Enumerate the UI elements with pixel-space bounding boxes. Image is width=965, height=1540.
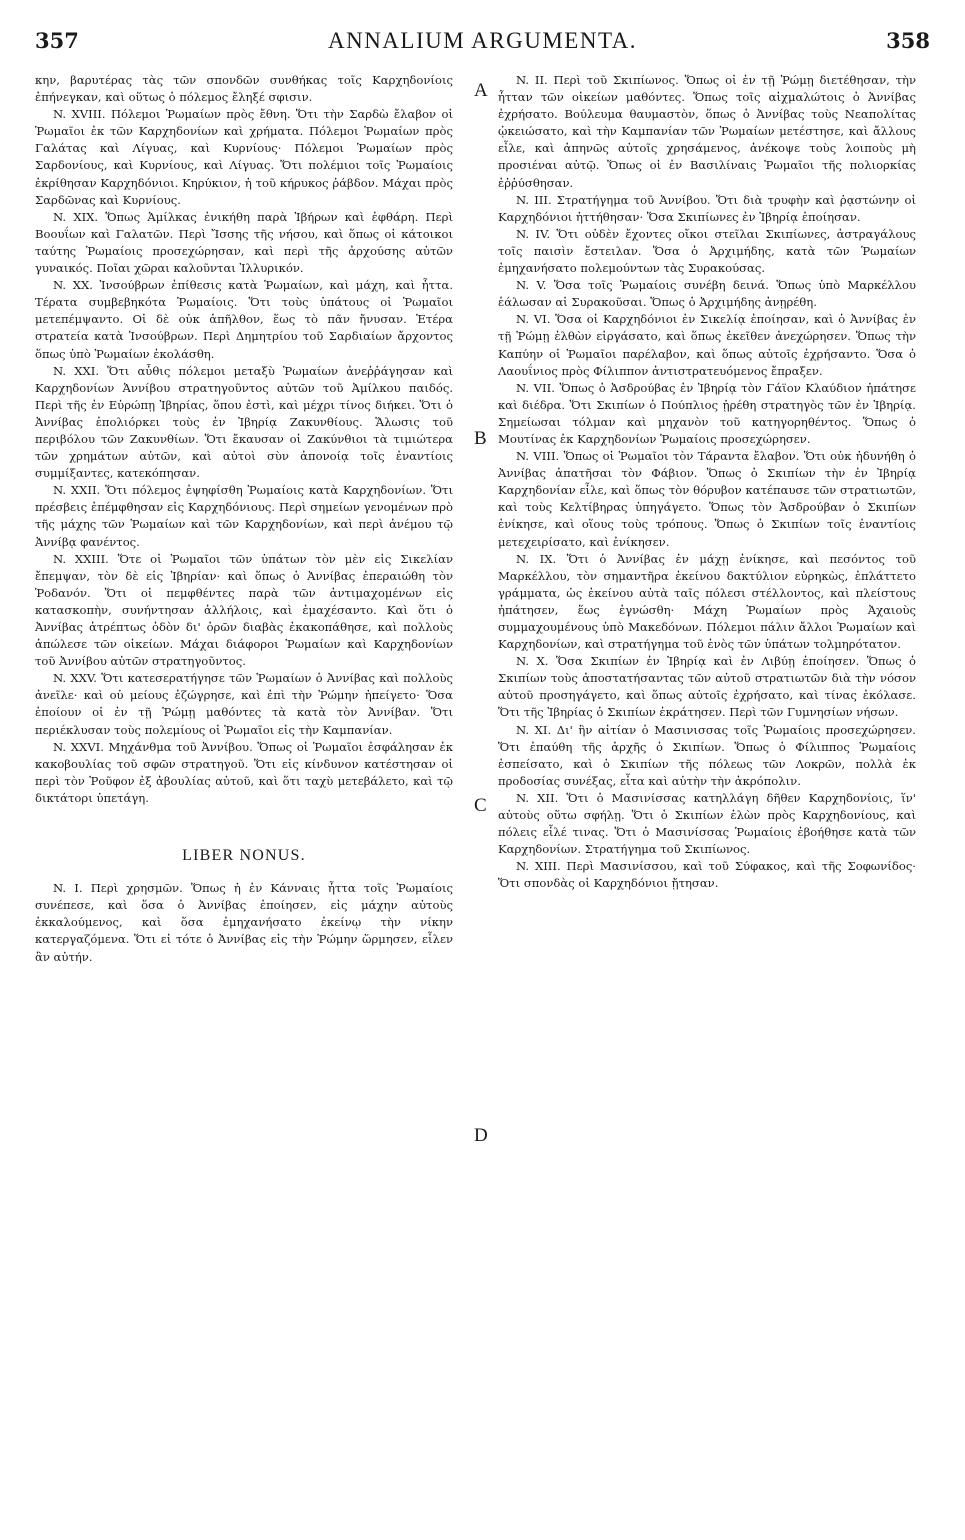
paragraph: N. XVIII. Πόλεμοι Ῥωμαίων πρὸς ἔθνη. Ὅτι τὴν Σαρδὼ ἔλαβον οἱ Ῥωμαῖοι ἐκ τῶν Καρχηδονίων καὶ χρήματα. Πόλεμοι Ῥωμαίων πρὸς Γαλάτας καὶ Λίγυας, καὶ Κυρνίους· Πόλεμοι Ῥωμαίων πρὸς Σαρδονίους, καὶ Κυρνίους, καὶ Λίγυας. Ὅτι πολέμιοι τοῖς Ῥωμαίοις ἐκρίθησαν Καρχηδόνιοι. Κηρύκιον, ἡ τοῦ κήρυκος ῥάβδον. Μάχαι πρὸς Σαρδῶνας καὶ Κυρνίους. (35, 107, 453, 207)
paragraph: N. X. Ὅσα Σκιπίων ἐν Ἰβηρίᾳ καὶ ἐν Λιβύῃ ἐποίησεν. Ὅπως ὁ Σκιπίων τοὺς ἀποστατήσαντας τῶν αὐτοῦ στρατιωτῶν διὰ τὴν νόσον αὐτοῦ προσηγάγετο, καὶ ὅπως αὐτοῖς ἐχρήσατο, καὶ τίνας ἐκόλασε. Ὅτι τῆς Ἰβηρίας ὁ Σκιπίων ἐκράτησεν. Περὶ τῶν Γυμνησίων νήσων. (498, 654, 916, 720)
paragraph: N. XXV. Ὅτι κατεσερατήγησε τῶν Ῥωμαίων ὁ Ἀννίβας καὶ πολλοὺς ἀνεῖλε· καὶ οὐ μείους ἐζώγρησε, καὶ ἐπὶ τὴν Ῥώμην ἠπείγετο· Ὅσα ἐποίουν οἱ ἐν τῇ Ῥώμῃ μαθόντες τὰ κατὰ τὸν Ἀννίβαν. Ὅτι περιέκλυσαν τοὺς πολεμίους οἱ Ῥωμαῖοι εἰς τὴν Καμπανίαν. (35, 671, 453, 737)
margin-letter-d: D (474, 1125, 488, 1146)
paragraph: κην, βαρυτέρας τὰς τῶν σπονδῶν συνθήκας τοῖς Καρχηδονίοις ἐπήνεγκαν, καὶ οὕτως ὁ πόλεμος ἔληξέ σφισιν. (35, 73, 453, 105)
paragraph: N. II. Περὶ τοῦ Σκιπίωνος. Ὅπως οἱ ἐν τῇ Ῥώμῃ διετέθησαν, τὴν ἧτταν τῶν οἰκείων μαθόντες. Ὅπως τοῖς αἰχμαλώτοις ὁ Ἀννίβας ἐχρήσατο. Βούλευμα θαυμαστὸν, ὅπως ὁ Ἀννίβας τοὺς Νεαπολίτας ᾠκειώσατο, καὶ τὴν Καμπανίαν τῶν Ῥωμαίων μετέστησε, καὶ ἄλλους εἷλε, καὶ ἀπηνῶς αὐτοῖς χρησάμενος, ἀνέκοψε τοὺς λοιποὺς μὴ προσιέναι αὐτῷ. Ὅπως οἱ ἐν Βασιλίναις Ῥωμαῖοι τῆς πολιορκίας ἐῤῥύσθησαν. (498, 73, 916, 190)
page-number-left: 357 (35, 28, 79, 53)
paragraph: N. III. Στρατήγημα τοῦ Ἀννίβου. Ὅτι διὰ τρυφὴν καὶ ῥᾳστώνην οἱ Καρχηδόνιοι ἡττήθησαν· Ὅσα Σκιπίωνες ἐν Ἰβηρίᾳ ἐποίησαν. (498, 192, 916, 224)
paragraph: N. VI. Ὅσα οἱ Καρχηδόνιοι ἐν Σικελίᾳ ἐποίησαν, καὶ ὁ Ἀννίβας ἐν τῇ Ῥώμῃ ἐλθὼν εἰργάσατο, καὶ ὅπως ἐκεῖθεν ἀνεχώρησεν. Ὅπως τὴν Καπύην οἱ Ῥωμαῖοι παρέλαβον, καὶ ὅπως αὐτοῖς ἐχρήσαντο. Ὅσα ὁ Λαουΐνιος πρὸς Φίλιππον ἀντιστρατευόμενος ἔπραξεν. (498, 312, 916, 378)
margin-letter-c: C (474, 795, 487, 816)
book-heading: LIBER NONUS. (182, 847, 306, 865)
paragraph: N. XXII. Ὅτι πόλεμος ἐψηφίσθη Ῥωμαίοις κατὰ Καρχηδονίων. Ὅτι πρέσβεις ἐπέμφθησαν εἰς Καρχηδόνιους. Περὶ σημείων γενομένων πρὸ τῆς μάχης τῶν Ῥωμαίων καὶ τῶν Καρχηδονίων, καὶ περὶ ἀνέμου τῷ Ἀννίβᾳ φανέντος. (35, 483, 453, 549)
paragraph: N. XXIII. Ὅτε οἱ Ῥωμαῖοι τῶν ὑπάτων τὸν μὲν εἰς Σικελίαν ἔπεμψαν, τὸν δὲ εἰς Ἰβηρίαν· καὶ ὅπως ὁ Ἀννίβας ἐπεραιώθη τὸν Ῥοδανόν. Ὅτι οἱ πεμφθέντες παρὰ τῶν ἀντιμαχομένων εἰς κατασκοπὴν, συνήντησαν ἀλλήλοις, καὶ ἐμαχέσαντο. Καὶ ὅτι ὁ Ἀννίβας ἀτρέπτως ὁδὸν δι' ὀρῶν διαβὰς ἐκακοπάθησε, καὶ πολλοὺς ἀπώλεσε τῶν οἰκείων. Μάχαι διάφοροι Ῥωμαίων καὶ Καρχηδονίων τοῦ Ἀννίβου αὐτῶν στρατηγοῦντος. (35, 551, 453, 669)
paragraph: N. XX. Ἰνσούβρων ἐπίθεσις κατὰ Ῥωμαίων, καὶ μάχη, καὶ ἧττα. Τέρατα συμβεβηκότα Ῥωμαίοις. Ὅτι τοὺς ὑπάτους οἱ Ῥωμαῖοι μετεπέμψαντο. Οἱ δὲ οὐκ ἀπῆλθον, ἕως τὸ πᾶν ἤνυσαν. Ἑτέρα στρατεία κατὰ Ἰνσούβρων. Περὶ Δημητρίου τοῦ Σαρδιαίων ἄρχοντος ὅπως ὑπὸ Ῥωμαίων ἐκολάσθη. (35, 278, 453, 361)
paragraph: N. VIII. Ὅπως οἱ Ῥωμαῖοι τὸν Τάραντα ἔλαβον. Ὅτι οὐκ ἠδυνήθη ὁ Ἀννίβας ἀπατῆσαι τὸν Φάβιον. Ὅπως ὁ Σκιπίων τὴν ἐν Ἰβηρίᾳ Καρχηδονίαν εἷλε, καὶ ὅπως τὸν θόρυβον κατέπαυσε τῶν στρατιωτῶν, καὶ τοὺς Κελτίβηρας ὑπηγάγετο. Ὅπως τὸν Ἀσδρούβαν ὁ Σκιπίων ἐνίκησε, καὶ οἵους τοὺς τρόπους. Ὅπως ὁ Σκιπίων τοῖς ἐναντίοις μετεχειρίσατο, καὶ ἐνίκησεν. (498, 449, 916, 549)
running-header (35, 28, 930, 68)
running-title: ANNALIUM ARGUMENTA. (327, 28, 638, 53)
paragraph: N. VII. Ὅπως ὁ Ἀσδρούβας ἐν Ἰβηρίᾳ τὸν Γάϊον Κλαύδιον ἠπάτησε καὶ διέδρα. Ὅτι Σκιπίων ὁ Πούπλιος ᾑρέθη στρατηγὸς τῶν ἐν Ἰβηρίᾳ. Σημείωσαι τόλμαν καὶ μηχανὸν τοῦ κατηγορηθέντος. Ὅπως ὁ Μουτίνας ἐκ Καρχηδονίων Ῥωμαίοις προσεχώρησεν. (498, 380, 916, 446)
left-column (35, 72, 453, 966)
margin-letter-b: B (474, 428, 487, 449)
page-number-right: 358 (886, 28, 930, 53)
paragraph: N. V. Ὅσα τοῖς Ῥωμαίοις συνέβη δεινά. Ὅπως ὑπὸ Μαρκέλλου ἑάλωσαν αἱ Συρακοῦσαι. Ὅπως ὁ Ἀρχιμήδης ἀνῃρέθη. (498, 278, 916, 310)
paragraph: N. XIX. Ὅπως Ἀμίλκας ἐνικήθη παρὰ Ἰβήρων καὶ ἐφθάρη. Περὶ Βοουΐων καὶ Γαλατῶν. Περὶ Ἴσσης τῆς νήσου, καὶ ὅπως οἱ κάτοικοι ταύτης Ῥωμαίοις προσεχώρησαν, καὶ περὶ τῆς ἀρχούσης αὐτῶν γυναικός. Ποῖαι χῶραι καλοῦνται Ἰλλυρικόν. (35, 209, 453, 276)
paragraph: N. XXVI. Μηχάνθμα τοῦ Ἀννίβου. Ὅπως οἱ Ῥωμαῖοι ἐσφάλησαν ἐκ κακοβουλίας τοῦ σφῶν στρατηγοῦ. Ὅτι εἰς κίνδυνον κατέστησαν οἱ περὶ τὸν Ῥοῦφον ἐξ ἀβουλίας αὐτοῦ, καὶ ὅτι ταχὺ μετεβάλετο, καὶ τῷ δικτάτορι ὑπετάγη. (35, 739, 453, 805)
paragraph: N. XXI. Ὅτι αὖθις πόλεμοι μεταξὺ Ῥωμαίων ἀνεῤῥάγησαν καὶ Καρχηδονίων Ἀννίβου στρατηγοῦντος αὐτῶν τοῦ Ἀμίλκου παιδός. Περὶ τῆς ἐν Εὐρώπῃ Ἰβηρίας, ὅπου ἐστὶ, καὶ μέχρι τίνος διήκει. Ὅτι ὁ Ἀννίβας ἐπολιόρκει τοὺς ἐν Ἰβηρίᾳ Ζακυνθίους. Ἅλωσις τοῦ περιβόλου τῶν Ζακυνθίων. Ὅτι ἔκαυσαν οἱ Ζακύνθιοι τὰ τιμιώτερα τῶν χρημάτων αὐτῶν, καὶ αὐτοὶ σὺν ἀπονοίᾳ τοῖς ἐναντίοις συμμίξαντες, κατεκόπησαν. (35, 363, 453, 481)
paragraph: N. XII. Ὅτι ὁ Μασινίσσας κατηλλάγη δῆθεν Καρχηδονίοις, ἵν' αὐτοὺς οὕτω σφήλῃ. Ὅτι ὁ Σκιπίων ἑλὼν πρὸς Καρχηδονίους, καὶ πόλεις εἷλέ τινας. Ὅτι ὁ Μασινίσσας Ῥωμαίοις ἐβοήθησε κατὰ τῶν Καρχηδονίων. Στρατήγημα τοῦ Σκιπίωνος. (498, 790, 916, 857)
paragraph: N. XI. Δι' ἣν αἰτίαν ὁ Μασινισσας τοῖς Ῥωμαίοις προσεχώρησεν. Ὅτι ἐπαύθη τῆς ἀρχῆς ὁ Σκιπίων. Ὅπως ὁ Φίλιππος Ῥωμαίοις ἐσπείσατο, καὶ ὁ Σκιπίων τῆς πόλεως τῶν Λοκρῶν, πολλὰ ἐκ προδοσίας συνέξας, εἶτα καὶ αὐτὴν τὴν ἀκρόπολιν. (498, 722, 916, 788)
margin-letter-a: A (474, 80, 488, 101)
paragraph: N. IV. Ὅτι οὐδὲν ἔχοντες οἴκοι στεῖλαι Σκιπίωνες, ἀστραγάλους τοῖς παισὶν ἔστειλαν. Ὅσα ὁ Ἀρχιμήδης, κατὰ τῶν Ῥωμαίων ἐμηχανήσατο πολεμούντων τὰς Συρακούσας. (498, 226, 916, 276)
paragraph: N. XIII. Περὶ Μασινίσσου, καὶ τοῦ Σύφακος, καὶ τῆς Σοφωνίδος· Ὅτι σπονδὰς οἱ Καρχηδόνιοι ᾔτησαν. (498, 859, 916, 891)
right-column (498, 72, 916, 893)
paragraph: N. IX. Ὅτι ὁ Ἀννίβας ἐν μάχῃ ἐνίκησε, καὶ πεσόντος τοῦ Μαρκέλλου, τὸν σημαντῆρα ἐκείνου δακτύλιον εὑρηκὼς, ἐπλάττετο γράμματα, ὡς ἐκείνου αὐτὰ ταῖς πόλεσι στέλλοντος, καὶ πλείστους ἠπάτησεν, ἕως ἐγνώσθη· Μάχη Ῥωμαίων πρὸς Ἀχαιοὺς συμμαχουμένους ὑπὸ Μακεδόνων. Πόλεμοι πάλιν ἄλλοι Ῥωμαίων καὶ Καρχηδονίων, καὶ στρατήγημα τοῦ ἑνὸς τῶν ὑπάτων τολμηρότατον. (498, 551, 916, 652)
paragraph: N. I. Περὶ χρησμῶν. Ὅπως ἡ ἐν Κάνναις ἧττα τοῖς Ῥωμαίοις συνέπεσε, καὶ ὅσα ὁ Ἀννίβας ἐποίησεν, εἰς μάχην αὐτοὺς ἐκκαλούμενος, καὶ ὅσα ἐμηχανήσατο ἐκείνῳ τὴν νίκην κατεργαζόμενα. Ὅτι εἰ τότε ὁ Ἀννίβας εἰς τὴν Ῥώμην ὥρμησεν, εἶλεν ἂν αὐτήν. (35, 881, 453, 964)
